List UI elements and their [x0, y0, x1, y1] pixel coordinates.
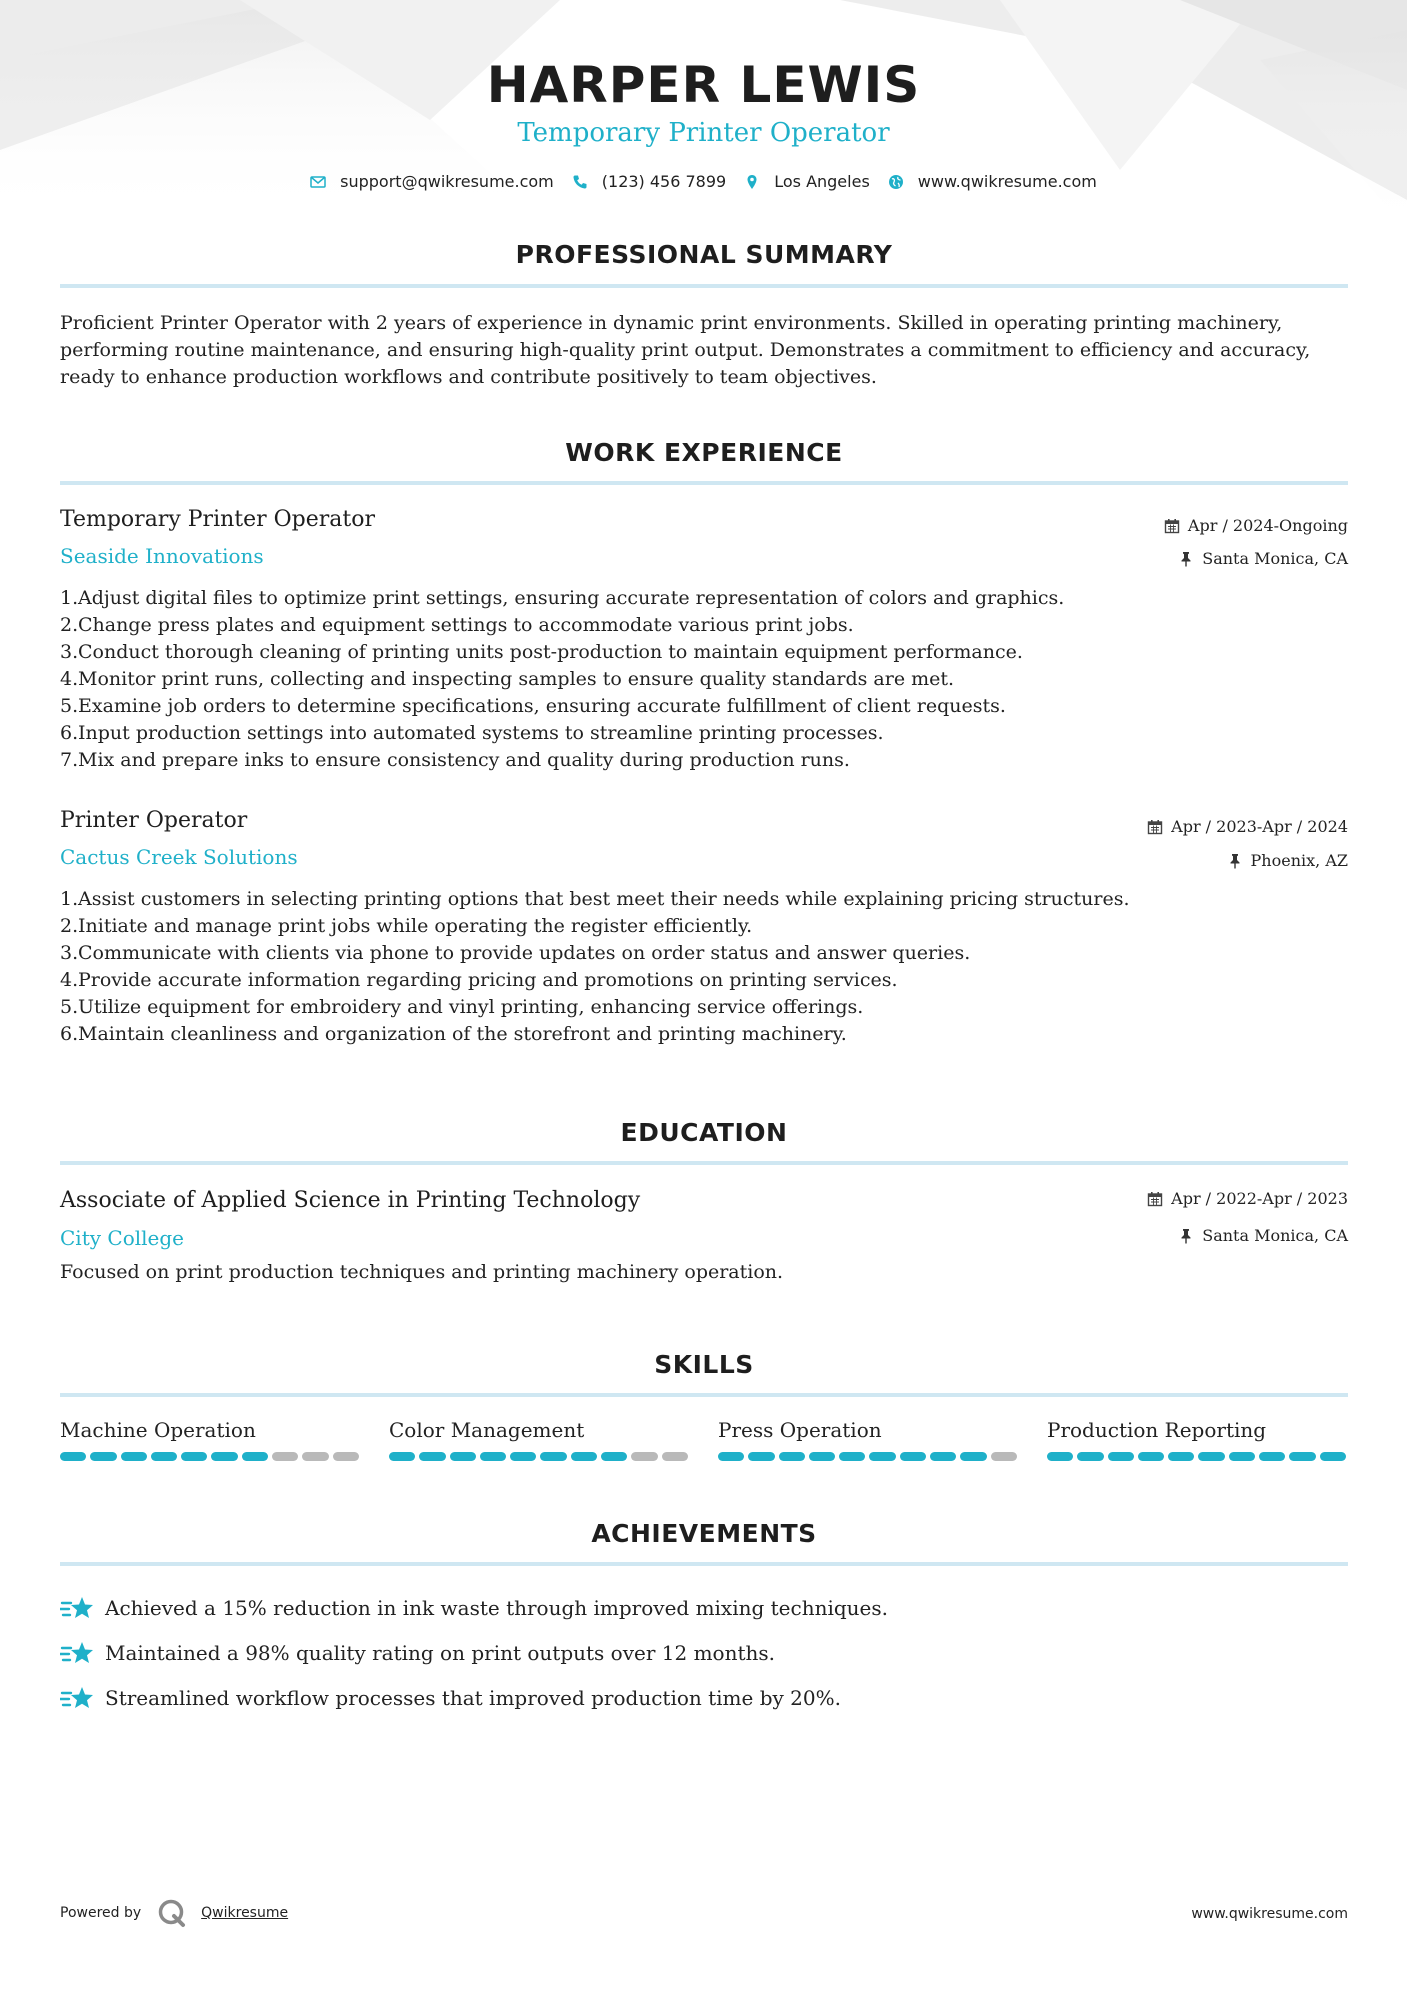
skill-level-segment [1229, 1452, 1255, 1461]
achievements-divider [60, 1562, 1348, 1566]
skill-item [60, 1418, 359, 1461]
list-item: 5. Examine job orders to determine specifications, ensuring accurate fulfillment of client requests. [60, 695, 1006, 717]
envelope-icon [310, 174, 326, 190]
skill-level-segment [631, 1452, 657, 1461]
skill-level-segment [900, 1452, 926, 1461]
skill-level-segment [1289, 1452, 1315, 1461]
skills-divider [60, 1393, 1348, 1397]
skill-level-segment [389, 1452, 415, 1461]
education-dates [1147, 1189, 1348, 1208]
pushpin-icon [1227, 853, 1243, 869]
skill-level-segment [809, 1452, 835, 1461]
skill-level-bar [60, 1452, 359, 1461]
job-duties-list [60, 886, 1348, 1048]
skill-level-segment [991, 1452, 1017, 1461]
contact-email-text: support@qwikresume.com [340, 172, 554, 191]
skill-item [1047, 1418, 1346, 1461]
skill-level-bar [718, 1452, 1017, 1461]
skill-level-segment [121, 1452, 147, 1461]
candidate-name: HARPER LEWIS [486, 56, 921, 114]
skill-level-segment [960, 1452, 986, 1461]
summary-heading: PROFESSIONAL SUMMARY [515, 240, 893, 269]
contact-email[interactable] [310, 172, 554, 191]
education-location [1178, 1226, 1348, 1245]
list-item: 3. Conduct thorough cleaning of printing units post-production to maintain equipment performance. [60, 641, 1023, 663]
contact-website[interactable] [888, 172, 1097, 191]
skill-level-segment [779, 1452, 805, 1461]
skill-level-segment [333, 1452, 359, 1461]
education-school: City College [60, 1226, 185, 1250]
skills-heading: SKILLS [654, 1350, 754, 1379]
list-item: 1. Adjust digital files to optimize print settings, ensuring accurate representation of colors and graphics. [60, 587, 1065, 609]
calendar-icon [1147, 819, 1163, 835]
list-item: 4. Provide accurate information regarding pricing and promotions on printing services. [60, 969, 898, 991]
skill-level-segment [662, 1452, 688, 1461]
skill-level-segment [839, 1452, 865, 1461]
education-divider [60, 1161, 1348, 1165]
map-pin-icon [744, 174, 760, 190]
skill-level-segment [419, 1452, 445, 1461]
skill-level-segment [601, 1452, 627, 1461]
calendar-icon [1164, 518, 1180, 534]
skill-level-bar [389, 1452, 688, 1461]
skill-level-segment [1168, 1452, 1194, 1461]
list-item: 5. Utilize equipment for embroidery and vinyl printing, enhancing service offerings. [60, 996, 864, 1018]
calendar-icon [1147, 1191, 1163, 1207]
education-heading: EDUCATION [620, 1118, 788, 1147]
skill-level-segment [480, 1452, 506, 1461]
skill-level-segment [1198, 1452, 1224, 1461]
job-location [1178, 549, 1348, 568]
job-dates [1164, 516, 1348, 535]
skill-level-segment [1138, 1452, 1164, 1461]
footer-powered-by [60, 1898, 288, 1928]
skill-name: Machine Operation [60, 1418, 256, 1442]
shooting-star-icon [60, 1593, 94, 1623]
job-title: Printer Operator [60, 808, 248, 833]
list-item: 1. Assist customers in selecting printing options that best meet their needs while explaining pricing structures. [60, 888, 1130, 910]
skill-level-bar [1047, 1452, 1346, 1461]
candidate-title: Temporary Printer Operator [517, 118, 890, 148]
contact-phone-text: (123) 456 7899 [601, 172, 727, 191]
skill-level-segment [571, 1452, 597, 1461]
skill-level-segment [510, 1452, 536, 1461]
shooting-star-icon [60, 1638, 94, 1668]
contact-location-text: Los Angeles [774, 172, 870, 191]
education-degree: Associate of Applied Science in Printing Technology [60, 1188, 641, 1213]
pushpin-icon [1178, 1228, 1194, 1244]
job-dates-text: Apr / 2024-Ongoing [1187, 516, 1348, 535]
list-item: 2. Initiate and manage print jobs while operating the register efficiently. [60, 915, 753, 937]
shooting-star-icon [60, 1683, 94, 1713]
skill-level-segment [151, 1452, 177, 1461]
skill-level-segment [302, 1452, 328, 1461]
education-description: Focused on print production techniques and printing machinery operation. [60, 1261, 784, 1283]
list-item: Achieved a 15% reduction in ink waste through improved mixing techniques. [60, 1585, 1348, 1630]
qwikresume-logo-icon [157, 1898, 187, 1928]
skill-level-segment [540, 1452, 566, 1461]
list-item: 3. Communicate with clients via phone to provide updates on order status and answer queries. [60, 942, 971, 964]
footer-brand-link[interactable]: Qwikresume [201, 1905, 289, 1921]
contact-location [744, 172, 870, 191]
list-item: 6. Input production settings into automated systems to streamline printing processes. [60, 722, 884, 744]
contact-website-text: www.qwikresume.com [917, 172, 1097, 191]
pushpin-icon [1178, 551, 1194, 567]
list-item: Streamlined workflow processes that improved production time by 20%. [60, 1675, 1348, 1720]
summary-text: Proficient Printer Operator with 2 years of experience in dynamic print environments. Skilled in operating printing machinery, performing routine maintenance, and ensuring high-quality print output. Demonstrates a commitment to efficiency and accuracy, ready to enhance production workflows and contribute positively to team objectives. [60, 312, 1311, 388]
list-item: 6. Maintain cleanliness and organization of the storefront and printing machinery. [60, 1023, 847, 1045]
summary-divider [60, 284, 1348, 288]
globe-icon [888, 174, 904, 190]
skill-item [389, 1418, 688, 1461]
skill-level-segment [1077, 1452, 1103, 1461]
skill-level-segment [869, 1452, 895, 1461]
skill-level-segment [1047, 1452, 1073, 1461]
footer-website[interactable]: www.qwikresume.com [1191, 1906, 1348, 1922]
skill-level-segment [211, 1452, 237, 1461]
skill-level-segment [1259, 1452, 1285, 1461]
experience-divider [60, 481, 1348, 485]
skill-level-segment [748, 1452, 774, 1461]
skill-level-segment [181, 1452, 207, 1461]
job-location-text: Phoenix, AZ [1250, 851, 1348, 870]
skill-name: Color Management [389, 1418, 585, 1442]
achievements-heading: ACHIEVEMENTS [591, 1519, 817, 1548]
phone-icon [572, 174, 588, 190]
job-location-text: Santa Monica, CA [1202, 549, 1348, 568]
skill-level-segment [90, 1452, 116, 1461]
job-dates-text: Apr / 2023-Apr / 2024 [1171, 817, 1348, 836]
skill-level-segment [1320, 1452, 1346, 1461]
skill-level-segment [60, 1452, 86, 1461]
list-item: 2. Change press plates and equipment settings to accommodate various print jobs. [60, 614, 854, 636]
job-duties-list [60, 585, 1348, 774]
job-dates [1147, 817, 1348, 836]
education-location-text: Santa Monica, CA [1202, 1226, 1348, 1245]
job-location [1227, 851, 1348, 870]
skill-level-segment [1108, 1452, 1134, 1461]
list-item: Maintained a 98% quality rating on print outputs over 12 months. [60, 1630, 1348, 1675]
list-item: 7. Mix and prepare inks to ensure consistency and quality during production runs. [60, 749, 850, 771]
education-dates-text: Apr / 2022-Apr / 2023 [1171, 1189, 1348, 1208]
skill-level-segment [718, 1452, 744, 1461]
achievements-list [60, 1585, 1348, 1720]
skill-level-segment [272, 1452, 298, 1461]
skill-name: Production Reporting [1047, 1418, 1267, 1442]
list-item: 4. Monitor print runs, collecting and inspecting samples to ensure quality standards are met. [60, 668, 955, 690]
contact-bar [0, 172, 1407, 191]
skill-level-segment [242, 1452, 268, 1461]
skill-name: Press Operation [718, 1418, 882, 1442]
skill-item [718, 1418, 1017, 1461]
job-title: Temporary Printer Operator [60, 507, 376, 532]
skills-grid [60, 1418, 1348, 1461]
experience-heading: WORK EXPERIENCE [565, 438, 843, 467]
job-company: Seaside Innovations [60, 544, 264, 568]
job-company: Cactus Creek Solutions [60, 845, 298, 869]
skill-level-segment [930, 1452, 956, 1461]
skill-level-segment [450, 1452, 476, 1461]
contact-phone[interactable] [572, 172, 726, 191]
powered-by-label: Powered by [60, 1905, 142, 1921]
